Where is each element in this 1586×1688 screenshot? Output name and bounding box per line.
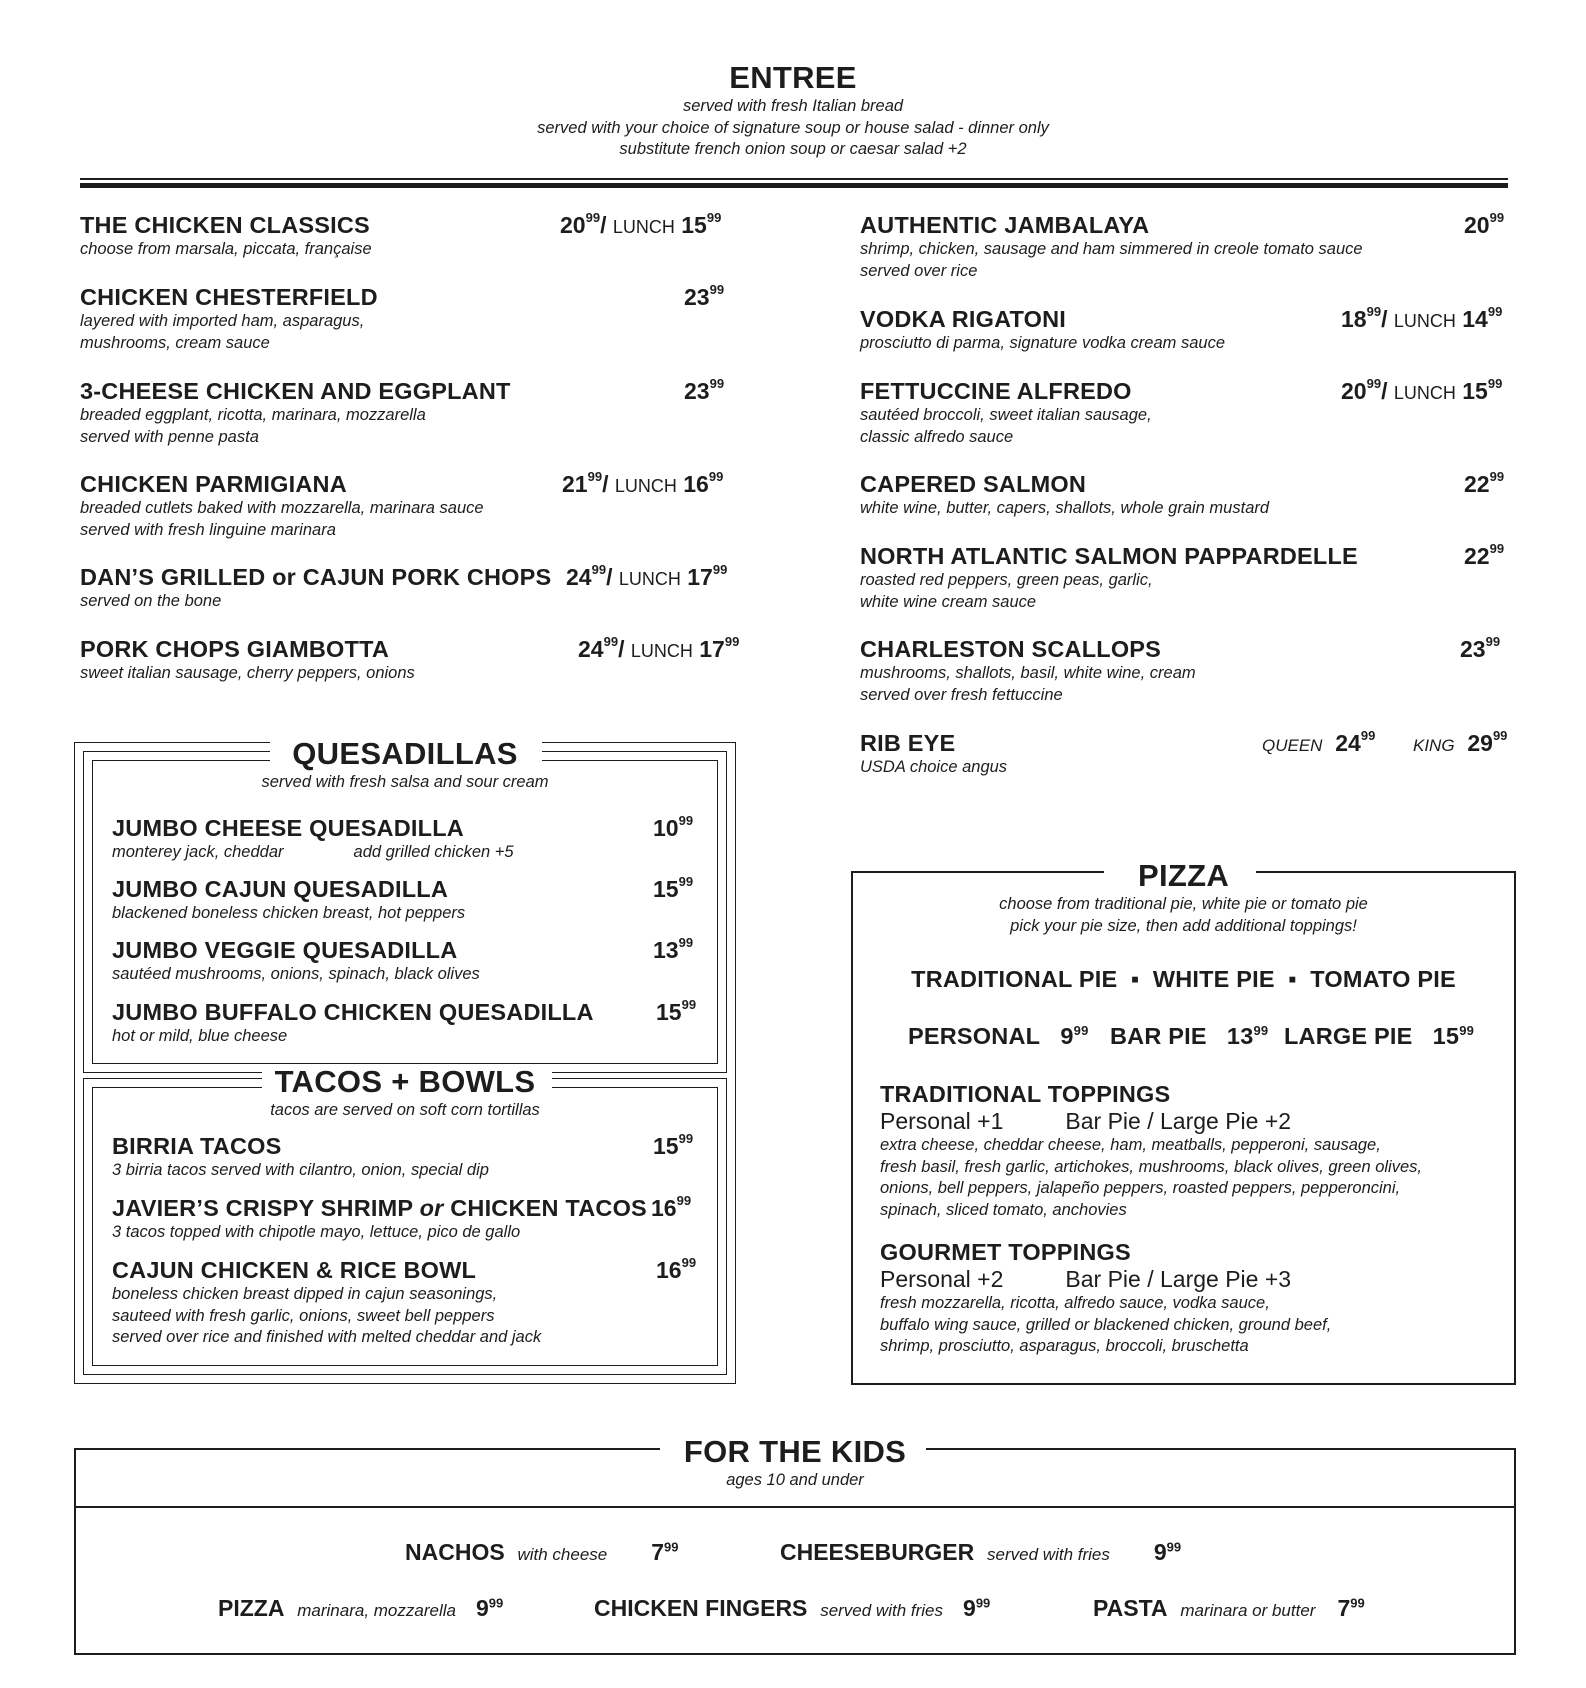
- kids-item: CHICKEN FINGERS served with fries $9^{99}$: [594, 1595, 991, 1621]
- quesadilla-item: [112, 815, 514, 864]
- entree-divider-top: [80, 178, 1508, 180]
- quesadillas-sub: served with fresh salsa and sour cream: [261, 773, 549, 791]
- item-name: JUMBO VEGGIE QUESADILLA: [112, 937, 458, 963]
- ribeye-king-price: KING $29^{99}$: [1413, 728, 1508, 756]
- item-name: CAPERED SALMON: [860, 471, 1087, 497]
- kids-header: [74, 1434, 1516, 1492]
- entree-item: [860, 636, 1196, 706]
- tacos-sub: tacos are served on soft corn tortillas: [270, 1101, 540, 1119]
- item-desc: mushrooms, shallots, basil, white wine, cream: [860, 664, 1196, 682]
- item-name: THE CHICKEN CLASSICS: [80, 212, 370, 238]
- item-desc: sauteed with fresh garlic, onions, sweet bell peppers: [112, 1306, 495, 1325]
- toppings-prices: Personal +2 Bar Pie / Large Pie +3: [880, 1266, 1292, 1292]
- item-desc: USDA choice angus: [860, 758, 1008, 776]
- quesadilla-item: [112, 876, 465, 925]
- kids-divider: [74, 1506, 1516, 1508]
- item-price: $24^{99}/$ LUNCH $17^{99}$: [566, 562, 728, 590]
- item-name: RIB EYE: [860, 730, 956, 756]
- item-price: $15^{99}$: [653, 874, 694, 902]
- item-name: CHARLESTON SCALLOPS: [860, 636, 1162, 662]
- item-desc: sautéed broccoli, sweet italian sausage,: [860, 406, 1152, 424]
- item-price: $13^{99}$: [653, 935, 694, 963]
- kids-item: NACHOS with cheese $7^{99}$: [405, 1539, 679, 1565]
- item-price: $20^{99}/$ LUNCH $15^{99}$: [560, 210, 722, 238]
- kids-sub: ages 10 and under: [726, 1471, 864, 1489]
- item-desc: served over rice: [860, 261, 978, 280]
- quesadilla-item: [112, 937, 480, 986]
- kids-item: CHEESEBURGER served with fries $9^{99}$: [780, 1539, 1182, 1565]
- item-name: JAVIER’S CRISPY SHRIMP or CHICKEN TACOS: [112, 1195, 647, 1221]
- item-desc: classic alfredo sauce: [860, 427, 1014, 446]
- item-price: $24^{99}/$ LUNCH $17^{99}$: [578, 634, 740, 662]
- item-desc: hot or mild, blue cheese: [112, 1027, 288, 1045]
- quesadillas-title: QUESADILLAS: [292, 736, 518, 771]
- item-name: JUMBO CAJUN QUESADILLA: [112, 876, 449, 902]
- kids-title: FOR THE KIDS: [683, 1434, 907, 1469]
- pizza-size-bar: BAR PIE $13^{99}$: [1110, 1023, 1269, 1049]
- item-name: AUTHENTIC JAMBALAYA: [860, 212, 1150, 238]
- item-desc: layered with imported ham, asparagus,: [80, 312, 365, 330]
- item-desc: 3 birria tacos served with cilantro, onion, special dip: [112, 1161, 489, 1179]
- item-price: $15^{99}$: [656, 997, 697, 1025]
- item-desc: served over fresh fettuccine: [860, 685, 1063, 704]
- gourmet-toppings: [880, 1239, 1331, 1358]
- item-price: $22^{99}$: [1464, 541, 1505, 569]
- item-name: VODKA RIGATONI: [860, 306, 1067, 332]
- pizza-sub-2: pick your pie size, then add additional toppings!: [1010, 916, 1357, 935]
- entree-sub-2: served with your choice of signature soup or house salad - dinner only: [537, 118, 1049, 137]
- item-price: $23^{99}$: [1460, 634, 1501, 662]
- entree-divider-bottom: [80, 183, 1508, 188]
- item-desc: shrimp, chicken, sausage and ham simmered in creole tomato sauce: [860, 240, 1363, 258]
- toppings-title: GOURMET TOPPINGS: [880, 1239, 1131, 1265]
- item-desc: choose from marsala, piccata, française: [80, 240, 372, 258]
- entree-item: [80, 284, 378, 354]
- entree-item: [80, 212, 372, 261]
- entree-item: [80, 471, 484, 541]
- toppings-prices: Personal +1 Bar Pie / Large Pie +2: [880, 1108, 1292, 1134]
- entree-sub-3: substitute french onion soup or caesar salad +2: [619, 140, 967, 158]
- ribeye-queen-price: QUEEN $24^{99}$: [1262, 728, 1376, 756]
- item-desc: sweet italian sausage, cherry peppers, onions: [80, 664, 415, 682]
- pizza-size-personal: PERSONAL $9^{99}$: [908, 1023, 1089, 1049]
- item-price: $22^{99}$: [1464, 469, 1505, 497]
- item-price: $16^{99}$: [656, 1255, 697, 1283]
- toppings-title: TRADITIONAL TOPPINGS: [880, 1081, 1171, 1107]
- item-desc: served over rice and finished with melted cheddar and jack: [112, 1328, 542, 1346]
- quesadillas-header: [74, 736, 736, 794]
- toppings-line: fresh basil, fresh garlic, artichokes, mushrooms, black olives, green olives,: [880, 1157, 1422, 1176]
- item-price: $21^{99}/$ LUNCH $16^{99}$: [562, 469, 724, 497]
- item-price: $15^{99}$: [653, 1131, 694, 1159]
- item-name: DAN’S GRILLED or CAJUN PORK CHOPS: [80, 564, 552, 590]
- traditional-toppings: [880, 1081, 1422, 1221]
- item-name: CAJUN CHICKEN & RICE BOWL: [112, 1257, 477, 1283]
- item-price: $10^{99}$: [653, 813, 694, 841]
- entree-header: [0, 60, 1586, 161]
- toppings-line: fresh mozzarella, ricotta, alfredo sauce, vodka sauce,: [880, 1294, 1270, 1312]
- pizza-title: PIZZA: [1137, 858, 1230, 893]
- toppings-line: shrimp, prosciutto, asparagus, broccoli, bruschetta: [880, 1337, 1249, 1355]
- item-desc: mushrooms, cream sauce: [80, 333, 270, 352]
- entree-title: ENTREE: [729, 60, 857, 95]
- item-desc: 3 tacos topped with chipotle mayo, lettuce, pico de gallo: [112, 1223, 521, 1241]
- item-price: $20^{99}/$ LUNCH $15^{99}$: [1341, 376, 1503, 404]
- item-name: CHICKEN CHESTERFIELD: [80, 284, 378, 310]
- toppings-line: buffalo wing sauce, grilled or blackened chicken, ground beef,: [880, 1315, 1332, 1334]
- item-name: JUMBO BUFFALO CHICKEN QUESADILLA: [112, 999, 594, 1025]
- item-desc: breaded cutlets baked with mozzarella, marinara sauce: [80, 499, 484, 517]
- entree-item: [80, 636, 415, 685]
- entree-item: [860, 471, 1269, 520]
- item-desc: prosciutto di parma, signature vodka cream sauce: [860, 334, 1226, 352]
- item-price: $20^{99}$: [1464, 210, 1505, 238]
- item-desc: roasted red peppers, green peas, garlic,: [860, 571, 1153, 589]
- tacos-header: [74, 1064, 736, 1122]
- pizza-size-large: LARGE PIE $15^{99}$: [1284, 1023, 1475, 1049]
- entree-item: [80, 564, 551, 613]
- item-name: CHICKEN PARMIGIANA: [80, 471, 347, 497]
- taco-item: [112, 1257, 541, 1349]
- toppings-line: spinach, sliced tomato, anchovies: [880, 1200, 1127, 1219]
- item-name: FETTUCCINE ALFREDO: [860, 378, 1132, 404]
- item-name: BIRRIA TACOS: [112, 1133, 282, 1159]
- item-price: $23^{99}$: [684, 282, 725, 310]
- entree-item: [860, 306, 1225, 355]
- entree-item: [860, 212, 1363, 282]
- item-desc: served with fresh linguine marinara: [80, 520, 336, 539]
- entree-sub-1: served with fresh Italian bread: [682, 97, 904, 115]
- item-desc: boneless chicken breast dipped in cajun seasonings,: [112, 1285, 498, 1303]
- entree-item: [80, 378, 511, 448]
- pizza-types: TRADITIONAL PIE ▪ WHITE PIE ▪ TOMATO PIE: [911, 966, 1456, 992]
- entree-item: [860, 378, 1152, 448]
- item-desc: served on the bone: [80, 592, 222, 610]
- item-name: PORK CHOPS GIAMBOTTA: [80, 636, 390, 662]
- quesadilla-item: [112, 999, 594, 1048]
- item-name: NORTH ATLANTIC SALMON PAPPARDELLE: [860, 543, 1358, 569]
- item-price: $16^{99}$: [651, 1193, 692, 1221]
- item-desc: sautéed mushrooms, onions, spinach, black olives: [112, 965, 480, 983]
- item-name: JUMBO CHEESE QUESADILLA: [112, 815, 464, 841]
- toppings-line: extra cheese, cheddar cheese, ham, meatballs, pepperoni, sausage,: [880, 1136, 1381, 1154]
- tacos-title: TACOS + BOWLS: [274, 1064, 536, 1099]
- toppings-line: onions, bell peppers, jalapeño peppers, roasted peppers, pepperoncini,: [880, 1179, 1401, 1197]
- item-price: $23^{99}$: [684, 376, 725, 404]
- item-price: $18^{99}/$ LUNCH $14^{99}$: [1341, 304, 1503, 332]
- item-desc: blackened boneless chicken breast, hot peppers: [112, 904, 466, 922]
- item-desc: breaded eggplant, ricotta, marinara, mozzarella: [80, 406, 426, 424]
- kids-item: PASTA marinara or butter $7^{99}$: [1093, 1595, 1365, 1621]
- taco-item: [112, 1133, 489, 1182]
- entree-item: [860, 543, 1358, 613]
- item-desc: white wine cream sauce: [860, 592, 1037, 611]
- pizza-header: [851, 858, 1516, 937]
- pizza-sub-1: choose from traditional pie, white pie or tomato pie: [999, 895, 1368, 913]
- taco-item: [112, 1195, 647, 1244]
- ribeye-item: [860, 730, 1007, 779]
- kids-item: PIZZA marinara, mozzarella $9^{99}$: [218, 1595, 504, 1621]
- item-name: 3-CHEESE CHICKEN AND EGGPLANT: [80, 378, 511, 404]
- item-desc: served with penne pasta: [80, 427, 259, 446]
- item-desc: white wine, butter, capers, shallots, whole grain mustard: [860, 499, 1270, 517]
- item-desc: monterey jack, cheddar add grilled chicken +5: [112, 843, 514, 861]
